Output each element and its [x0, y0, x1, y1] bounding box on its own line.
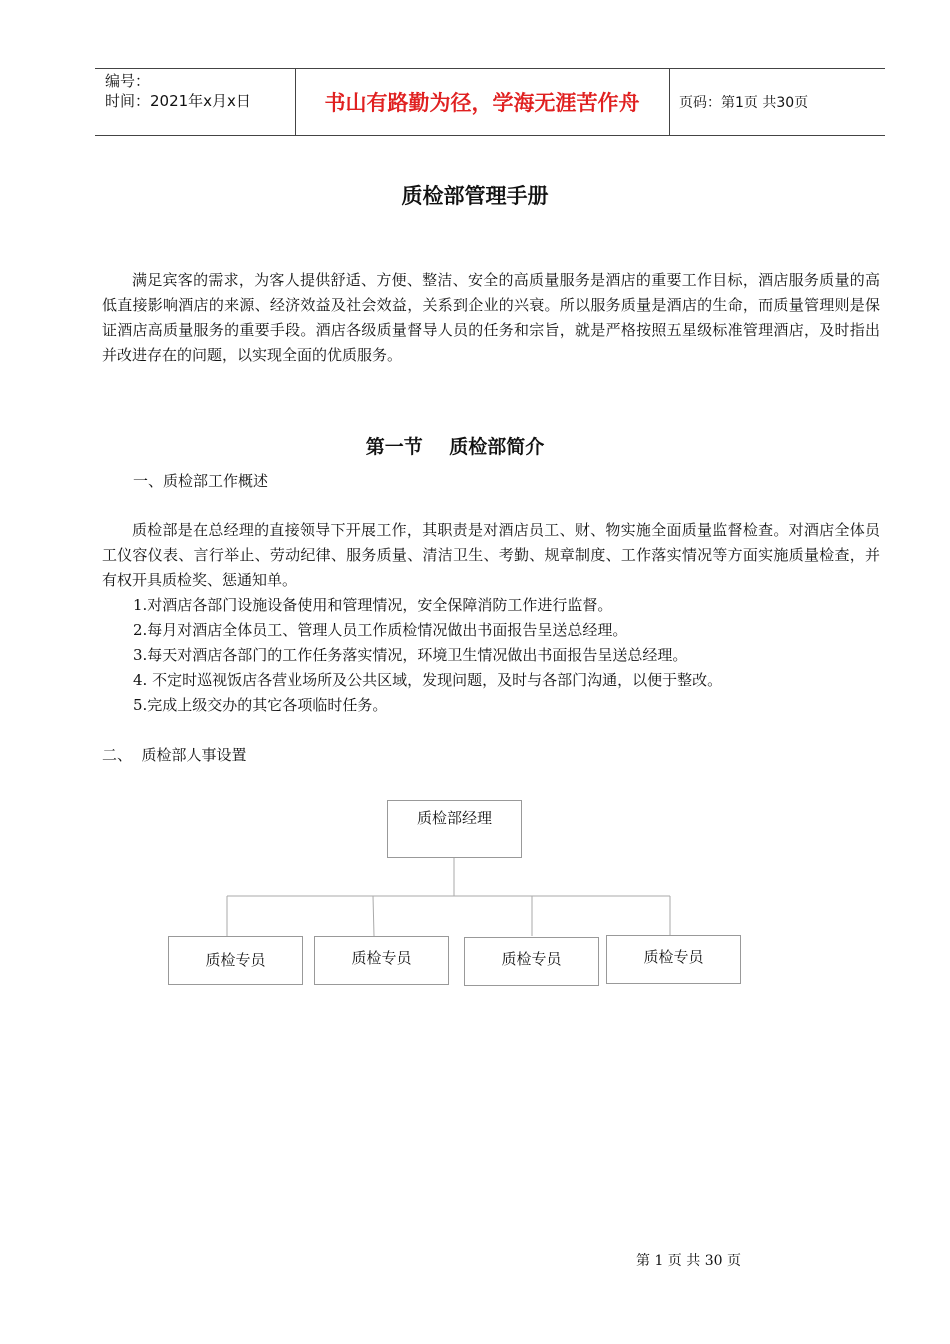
org-box-staff: 质检专员	[168, 936, 303, 985]
time-label: 时间：2021年x月x日	[105, 92, 251, 110]
org-box-staff: 质检专员	[606, 935, 741, 984]
page-footer: 第 1 页 共 30 页	[636, 1253, 741, 1269]
subheading-staffing: 二、 质检部人事设置	[102, 746, 247, 764]
intro-paragraph: 满足宾客的需求，为客人提供舒适、方便、整洁、安全的高质量服务是酒店的重要工作目标，酒店服务质量的高低直接影响酒店的来源、经济效益及社会效益，关系到企业的兴衰。所以服务质量是酒店的生命，而质量管理则是保证酒店高质量服务的重要手段。酒店各级质量督导人员的任务和宗旨，就是严格按照五星级标准管理酒店，及时指出并改进存在的问题，以实现全面的优质服务。	[102, 271, 880, 364]
list-item: 3.每天对酒店各部门的工作任务落实情况，环境卫生情况做出书面报告呈送总经理。	[133, 646, 688, 664]
list-item: 5.完成上级交办的其它各项临时任务。	[133, 696, 388, 714]
list-item: 4. 不定时巡视饭店各营业场所及公共区域，发现问题，及时与各部门沟通，以便于整改。	[133, 671, 723, 689]
connector-line	[373, 896, 374, 936]
page-title: 质检部管理手册	[401, 184, 549, 208]
section-title: 第一节 质检部简介	[365, 436, 545, 458]
subheading-overview: 一、质检部工作概述	[133, 472, 269, 490]
list-item: 1.对酒店各部门设施设备使用和管理情况，安全保障消防工作进行监督。	[133, 596, 613, 614]
header-page-info: 页码：第1页 共30页	[679, 95, 809, 111]
serial-label: 编号：	[105, 72, 151, 90]
overview-paragraph: 质检部是在总经理的直接领导下开展工作，其职责是对酒店员工、财、物实施全面质量监督检查。对酒店全体员工仪容仪表、言行举止、劳动纪律、服务质量、清洁卫生、考勤、规章制度、工作落实情况等方面实施质量检查，并有权开具质检奖、惩通知单。	[102, 521, 880, 589]
header-motto: 书山有路勤为径，学海无涯苦作舟	[324, 91, 640, 115]
org-box-staff: 质检专员	[464, 937, 599, 986]
list-item: 2.每月对酒店全体员工、管理人员工作质检情况做出书面报告呈送总经理。	[133, 621, 628, 639]
org-box-manager: 质检部经理	[387, 800, 522, 858]
org-box-staff: 质检专员	[314, 936, 449, 985]
